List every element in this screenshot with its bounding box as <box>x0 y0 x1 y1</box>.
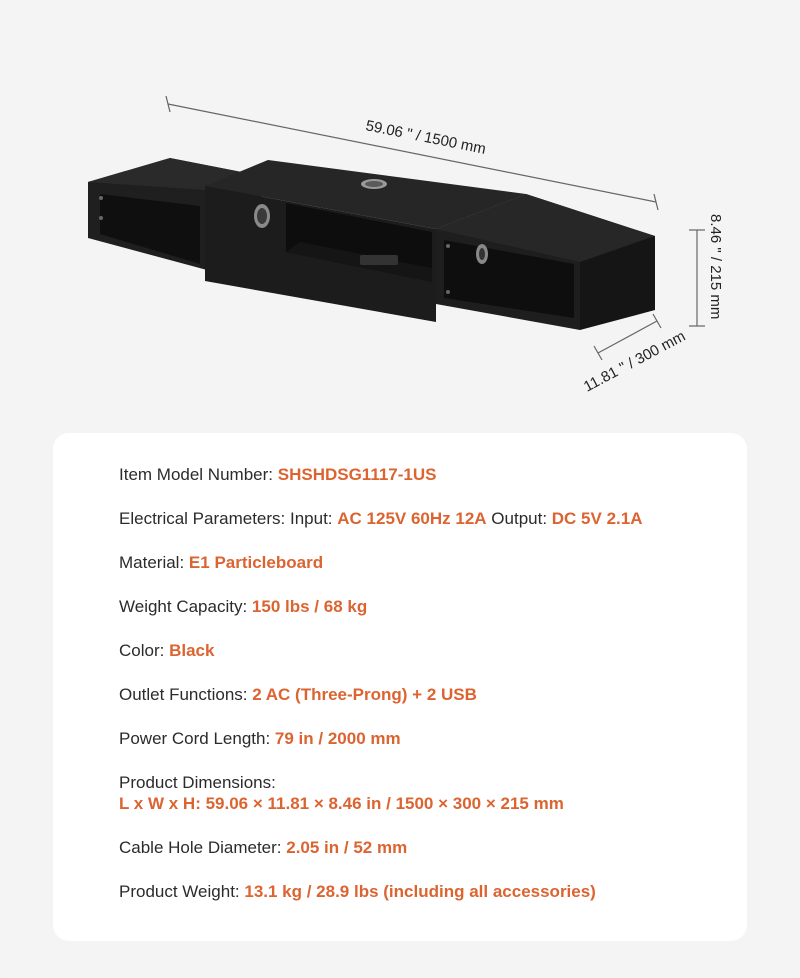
spec-color <box>119 640 717 684</box>
specifications-card <box>53 433 747 941</box>
spec-value: 150 lbs / 68 kg <box>251 597 368 616</box>
spec-value: SHSHDSG1117-1US <box>277 465 437 484</box>
height-dimension-line <box>689 230 705 326</box>
spec-value: Black <box>169 641 215 660</box>
spec-label: Cable Hole Diameter: <box>119 838 287 857</box>
spec-label: Outlet Functions: <box>119 685 253 704</box>
spec-weight-capacity <box>119 596 717 640</box>
spec-label: Product Weight: <box>119 882 245 901</box>
spec-outlet-functions <box>119 684 717 728</box>
spec-label: Material: <box>119 553 189 572</box>
spec-power-cord-length <box>119 728 717 772</box>
depth-dimension-label: 11.81 " / 300 mm <box>580 327 689 396</box>
spec-value: 2 AC (Three-Prong) + 2 USB <box>252 685 477 704</box>
spec-label: Item Model Number: <box>119 465 278 484</box>
spec-product-dimensions <box>119 772 717 837</box>
spec-label: Power Cord Length: <box>119 729 275 748</box>
spec-value: 79 in / 2000 mm <box>274 729 401 748</box>
tv-shelf <box>88 158 655 330</box>
spec-material <box>119 552 717 596</box>
spec-label-output: Output: <box>486 509 552 528</box>
spec-value: L x W x H: 59.06 × 11.81 × 8.46 in / 1500 × 300 × 215 mm <box>119 794 564 813</box>
product-illustration <box>0 0 800 430</box>
spec-value-input: AC 125V 60Hz 12A <box>337 509 487 528</box>
width-dimension-label: 59.06 " / 1500 mm <box>364 117 488 158</box>
spec-label: Color: <box>119 641 170 660</box>
spec-value-output: DC 5V 2.1A <box>551 509 643 528</box>
spec-label: Product Dimensions: <box>119 773 276 792</box>
spec-value: 13.1 kg / 28.9 lbs (including all accessories) <box>244 882 596 901</box>
height-dimension-label: 8.46 " / 215 mm <box>707 214 724 320</box>
specifications-list <box>119 464 717 925</box>
spec-value: E1 Particleboard <box>188 553 324 572</box>
spec-model-number <box>119 464 717 508</box>
spec-label: Electrical Parameters: Input: <box>119 509 338 528</box>
spec-product-weight <box>119 881 717 925</box>
spec-value: 2.05 in / 52 mm <box>286 838 408 857</box>
spec-label: Weight Capacity: <box>119 597 252 616</box>
spec-electrical <box>119 508 717 552</box>
spec-cable-hole-diameter <box>119 837 717 881</box>
